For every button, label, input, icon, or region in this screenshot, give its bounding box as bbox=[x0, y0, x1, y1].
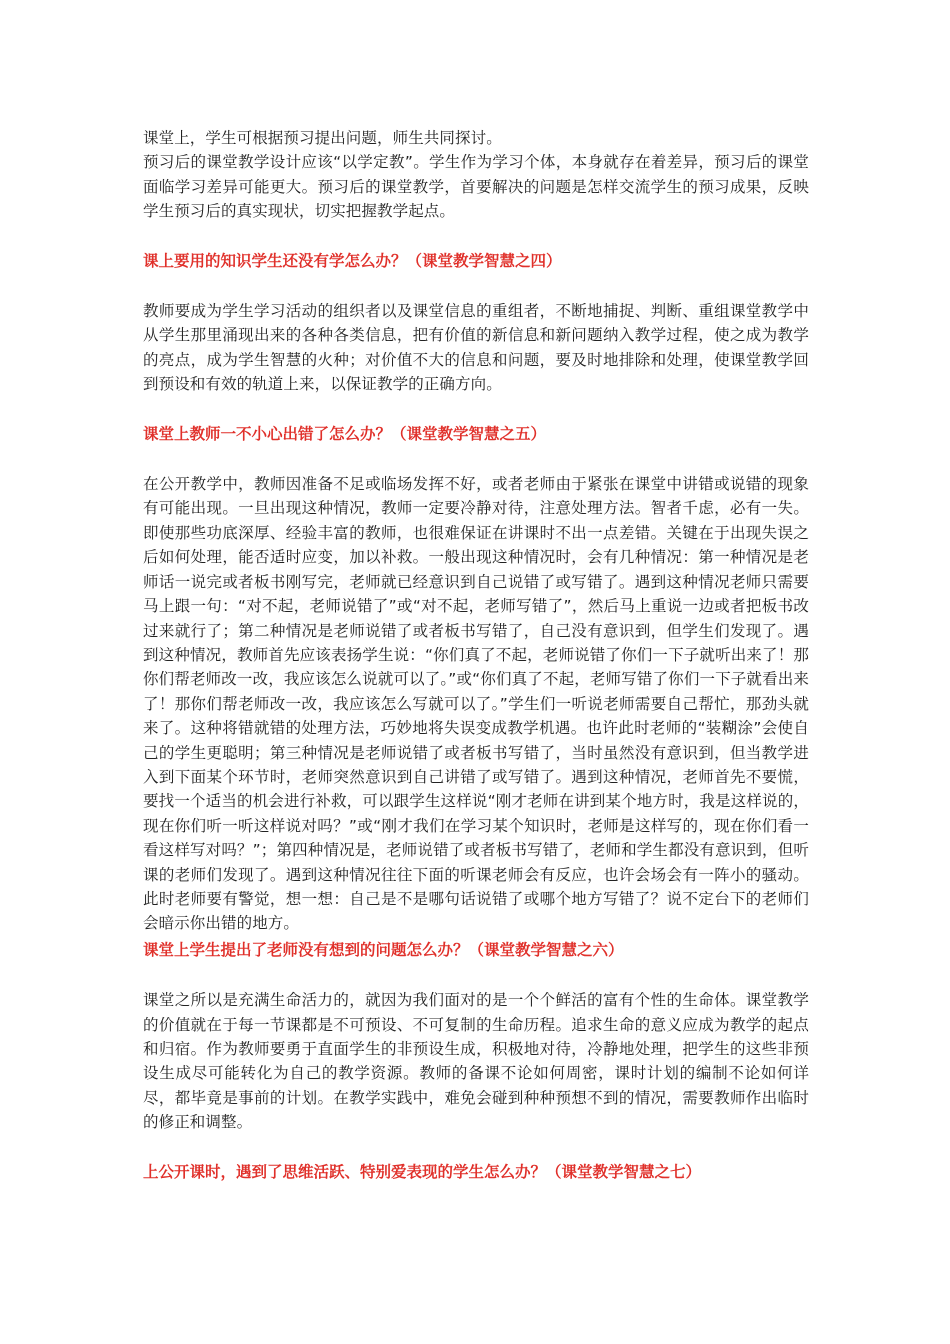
spacer bbox=[143, 446, 809, 472]
spacer bbox=[143, 273, 809, 299]
document-page bbox=[143, 126, 809, 1184]
paragraph-section-4: 教师要成为学生学习活动的组织者以及课堂信息的重组者，不断地捕捉、判断、重组课堂教学中从学生那里涌现出来的各种各类信息，把有价值的新信息和新问题纳入教学过程，使之成为教学的亮点，成为学生智慧的火种；对价值不大的信息和问题，要及时地排除和处理，使课堂教学回到预设和有效的轨道上来，以保证教学的正确方向。 bbox=[143, 302, 809, 394]
section-heading-5: 课堂上教师一不小心出错了怎么办？（课堂教学智慧之五） bbox=[143, 424, 547, 443]
section-heading-6: 课堂上学生提出了老师没有想到的问题怎么办？（课堂教学智慧之六） bbox=[143, 940, 624, 959]
paragraph-section-5: 在公开教学中，教师因准备不足或临场发挥不好，或者老师由于紧张在课堂中讲错或说错的现象有可能出现。一旦出现这种情况，教师一定要冷静对待，注意处理方法。智者千虑，必有一失。即使那些功底深厚、经验丰富的教师，也很难保证在讲课时不出一点差错。关键在于出现失误之后如何处理，能否适时应变，加以补救。一般出现这种情况时，会有几种情况：第一种情况是老师话一说完或者板书刚写完，老师就已经意识到自己说错了或写错了。遇到这种情况老师只需要马上跟一句：“对不起，老师说错了”或“对不起，老师写错了”，然后马上重说一边或者把板书改过来就行了；第二种情况是老师说错了或者板书写错了，自己没有意识到，但学生们发现了。遇到这种情况，教师首先应该表扬学生说：“你们真了不起，老师说错了你们一下子就听出来了！那你们帮老师改一改，我应该怎么说就可以了。”或“你们真了不起，老师写错了你们一下子就看出来了！那你们帮老师改一改，我应该怎么写就可以了。”学生们一听说老师需要自己帮忙，那劲头就来了。这种将错就错的处理方法，巧妙地将失误变成教学机遇。也许此时老师的“装糊涂”会使自己的学生更聪明；第三种情况是老师说错了或者板书写错了，当时虽然没有意识到，但当教学进入到下面某个环节时，老师突然意识到自己讲错了或写错了。遇到这种情况，老师首先不要慌，要找一个适当的机会进行补救，可以跟学生这样说“刚才老师在讲到某个地方时，我是这样说的，现在你们听一听这样说对吗？”或“刚才我们在学习某个知识时，老师是这样写的，现在你们看一看这样写对吗？”；第四种情况是，老师说错了或者板书写错了，老师和学生都没有意识到，但听课的老师们发现了。遇到这种情况往往下面的听课老师会有反应，也许会场会有一阵小的骚动。此时老师要有警觉，想一想：自己是不是哪句话说错了或哪个地方写错了？说不定台下的老师们会暗示你出错的地方。 bbox=[143, 475, 809, 933]
spacer bbox=[143, 962, 809, 988]
section-heading-4: 课上要用的知识学生还没有学怎么办？（课堂教学智慧之四） bbox=[143, 251, 562, 270]
spacer bbox=[143, 1135, 809, 1160]
paragraph-intro-2: 预习后的课堂教学设计应该“以学定教”。学生作为学习个体，本身就存在着差异，预习后的课堂面临学习差异可能更大。预习后的课堂教学，首要解决的问题是怎样交流学生的预习成果，反映学生预习后的真实现状，切实把握教学起点。 bbox=[143, 153, 809, 221]
paragraph-intro-1: 课堂上，学生可根据预习提出问题，师生共同探讨。 bbox=[143, 129, 502, 147]
section-heading-7: 上公开课时，遇到了思维活跃、特别爱表现的学生怎么办？（课堂教学智慧之七） bbox=[143, 1162, 702, 1181]
spacer bbox=[143, 224, 809, 249]
spacer bbox=[143, 397, 809, 422]
paragraph-section-6: 课堂之所以是充满生命活力的，就因为我们面对的是一个个鲜活的富有个性的生命体。课堂教学的价值就在于每一节课都是不可预设、不可复制的生命历程。追求生命的意义应成为教学的起点和归宿。作为教师要勇于直面学生的非预设生成，积极地对待，冷静地处理，把学生的这些非预设生成尽可能转化为自己的教学资源。教师的备课不论如何周密，课时计划的编制不论如何详尽，都毕竟是事前的计划。在教学实践中，难免会碰到种种预想不到的情况，需要教师作出临时的修正和调整。 bbox=[143, 991, 809, 1132]
